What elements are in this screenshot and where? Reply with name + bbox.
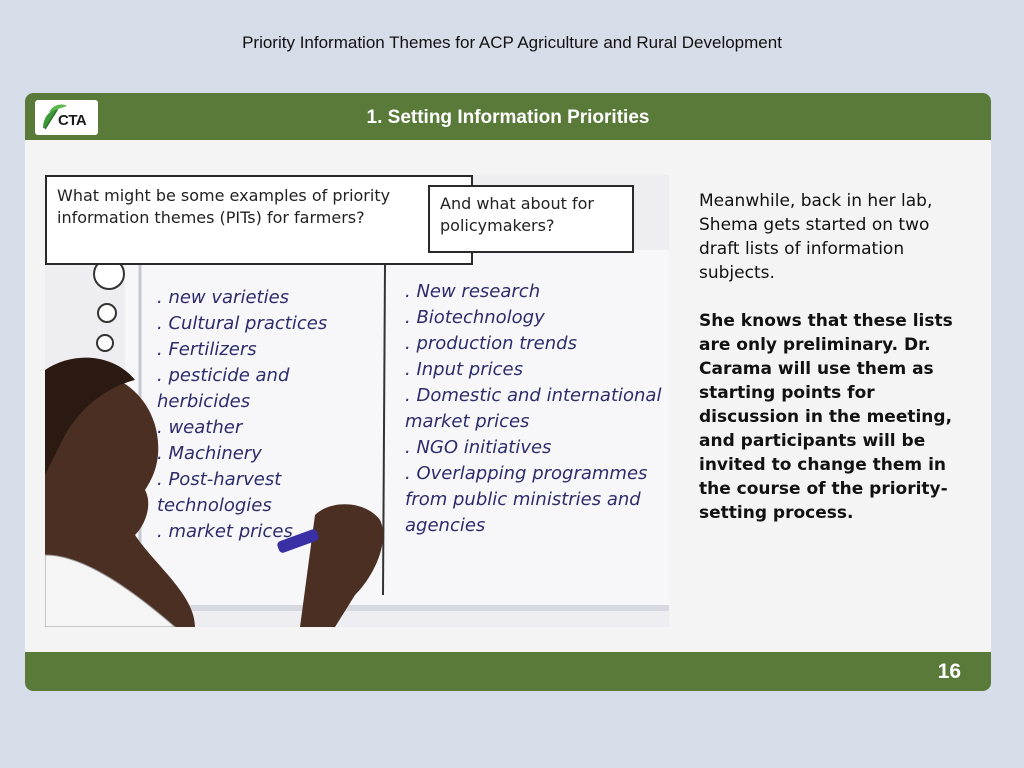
farmers-question-bubble: What might be some examples of priority information themes (PITs) for farmers? — [45, 175, 473, 265]
caption-intro: Meanwhile, back in her lab, Shema gets started on two draft lists of information subjects. — [699, 191, 933, 283]
list-item: . Post-harvest technologies — [157, 467, 377, 519]
list-item: . weather — [157, 415, 377, 441]
list-item: . Biotechnology — [405, 305, 663, 331]
list-item: . market prices — [157, 519, 377, 545]
list-item: . NGO initiatives — [405, 435, 663, 461]
list-item: . Overlapping programmes from public ministries and agencies — [405, 461, 663, 539]
caption-emphasis: She knows that these lists are only preliminary. Dr. Carama will use them as starting points for discussion in the meeting, and participants will be invited to change them in the course of the priority-setting process. — [699, 311, 953, 523]
policymakers-themes-list — [405, 279, 663, 539]
whiteboard-illustration — [45, 175, 669, 627]
list-item: . production trends — [405, 331, 663, 357]
list-item: . Cultural practices — [157, 311, 377, 337]
document-title: Priority Information Themes for ACP Agriculture and Rural Development — [242, 33, 782, 52]
slide-panel — [25, 93, 991, 691]
logo-text: CTA — [58, 112, 87, 129]
list-item: . pesticide and herbicides — [157, 363, 377, 415]
page-number: 16 — [937, 660, 961, 683]
farmers-themes-list — [157, 285, 377, 545]
policymakers-question-bubble: And what about for policymakers? — [428, 185, 634, 253]
slide-header-bar — [25, 93, 991, 140]
slide-footer-bar — [25, 652, 991, 691]
list-item: . Input prices — [405, 357, 663, 383]
slide-title: 1. Setting Information Priorities — [366, 107, 650, 128]
list-item: . new varieties — [157, 285, 377, 311]
list-item: . Domestic and international market prices — [405, 383, 663, 435]
list-item: . Fertilizers — [157, 337, 377, 363]
caption-text — [699, 189, 959, 549]
list-item: . New research — [405, 279, 663, 305]
list-item: . Machinery — [157, 441, 377, 467]
